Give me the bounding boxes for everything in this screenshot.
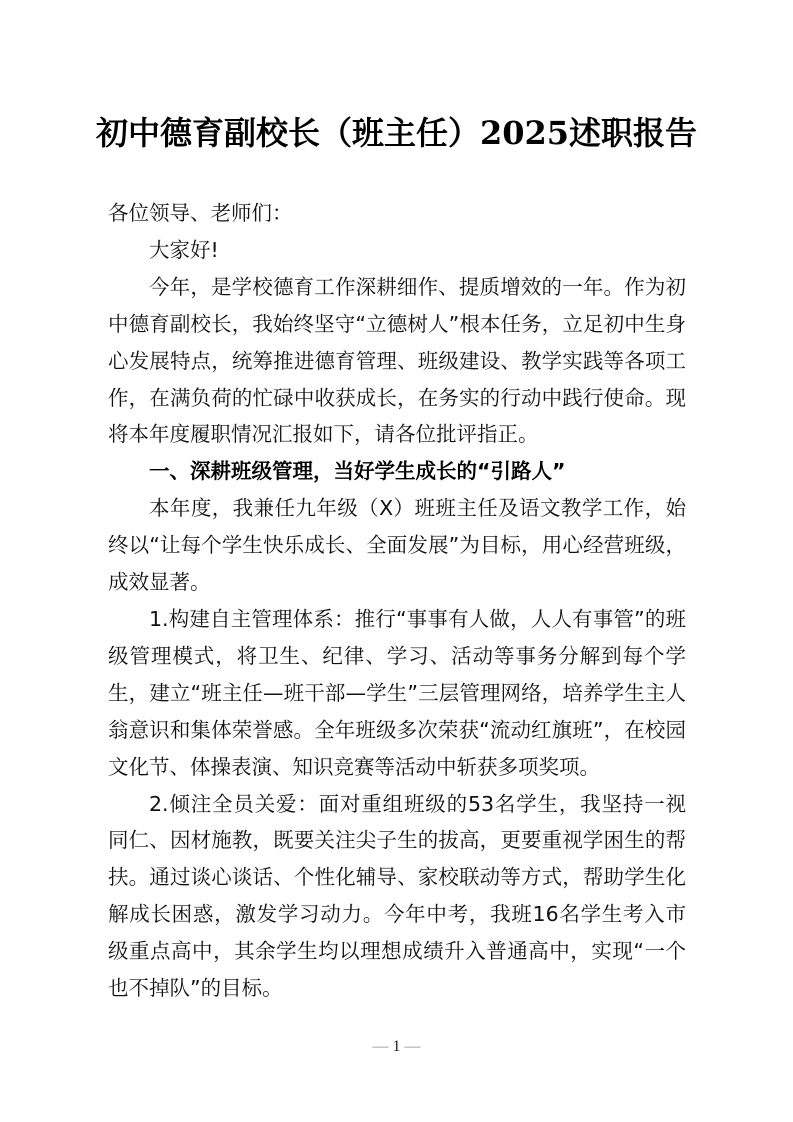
document-body [108, 195, 686, 1007]
salutation: 各位领导、老师们： [108, 201, 293, 225]
intro-paragraph: 今年，是学校德育工作深耕细作、提质增效的一年。作为初中德育副校长，我始终坚守“立德树人”根本任务，立足初中生身心发展特点，统筹推进德育管理、班级建设、教学实践等各项工作，在满负荷的忙碌中收获成长，在务实的行动中践行使命。现将本年度履职情况汇报如下，请各位批评指正。 [108, 274, 686, 447]
section-1-item-2: 2.倾注全员关爱：面对重组班级的53名学生，我坚持一视同仁、因材施教，既要关注尖子生的拔高，更要重视学困生的帮扶。通过谈心谈话、个性化辅导、家校联动等方式，帮助学生化解成长困惑，激发学习动力。今年中考，我班16名学生考入市级重点高中，其余学生均以理想成绩升入普通高中，实现“一个也不掉队”的目标。 [108, 791, 686, 1001]
section-1-intro: 本年度，我兼任九年级（X）班班主任及语文教学工作，始终以“让每个学生快乐成长、全面发展”为目标，用心经营班级，成效显著。 [108, 496, 686, 595]
page-number: 1 [392, 1038, 401, 1055]
dash-left: — [372, 1038, 389, 1055]
document-title: 初中德育副校长（班主任）2025述职报告 [95, 114, 698, 152]
page-footer [0, 1038, 793, 1056]
section-heading-1: 一、深耕班级管理，当好学生成长的“引路人” [149, 459, 566, 484]
dash-right: — [404, 1038, 421, 1055]
greeting: 大家好! [149, 237, 219, 262]
section-1-item-1: 1.构建自主管理体系：推行“事事有人做，人人有事管”的班级管理模式，将卫生、纪律、学习、活动等事务分解到每个学生，建立“班主任—班干部—学生”三层管理网络，培养学生主人翁意识和集体荣誉感。全年班级多次荣获“流动红旗班”，在校园文化节、体操表演、知识竞赛等活动中斩获多项奖项。 [108, 606, 686, 779]
